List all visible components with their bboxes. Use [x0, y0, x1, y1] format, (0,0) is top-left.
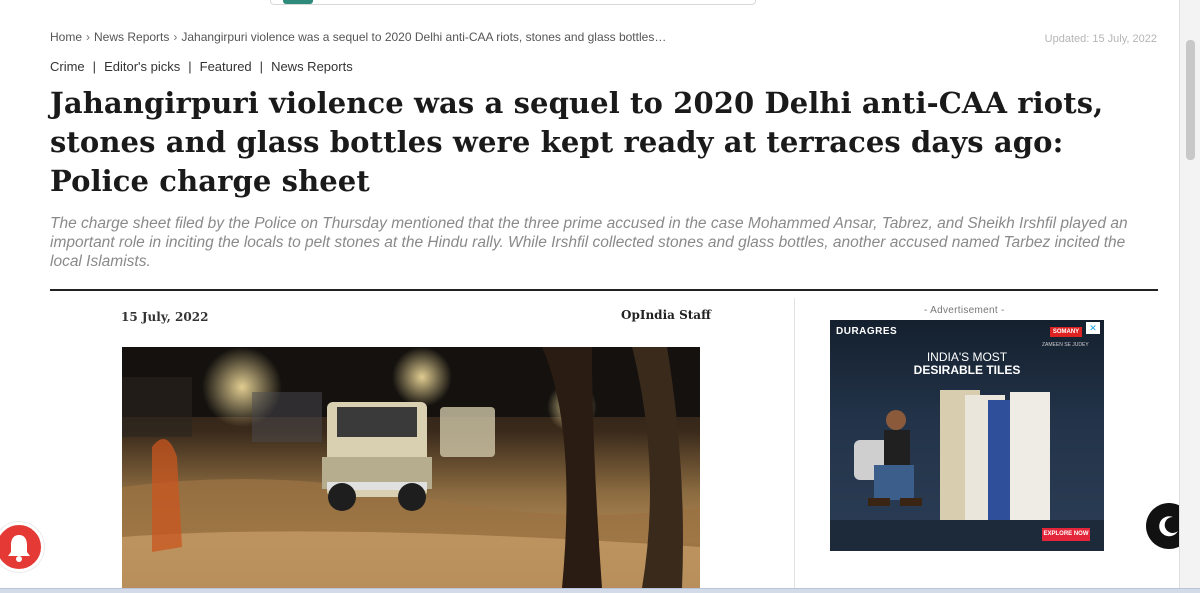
night-street-scene: [122, 347, 700, 588]
header-divider: [50, 289, 1158, 291]
article-headline: Jahangirpuri violence was a sequel to 2020 Delhi anti-CAA riots, stones and glass bottles were kept ready at terraces days ago: Police charge sheet: [50, 86, 1104, 198]
ad-brand-somany: SOMANY: [1050, 327, 1082, 337]
article-summary: The charge sheet filed by the Police on Thursday mentioned that the three prime accused in the case Mohammed Ansar, Tabrez, and Sheikh Irshfil played an important role in inciting the locals to pelt stones at the Hindu rally. While Irshfil collected stones and glass bottles, another accused named Tarbez incited the local Islamists.: [50, 215, 1128, 270]
article-date: 15 July, 2022: [121, 310, 209, 324]
category-crime[interactable]: Crime: [50, 59, 85, 74]
sidebar-divider: [794, 298, 795, 588]
article-author[interactable]: OpIndia Staff: [621, 308, 711, 322]
ad-tagline-line1: INDIA'S MOST: [926, 350, 1008, 364]
ad-close-icon[interactable]: ✕: [1086, 322, 1100, 334]
breadcrumb-separator: ›: [173, 30, 178, 44]
category-separator: |: [92, 59, 97, 74]
top-ad-thumb: [283, 0, 313, 4]
sidebar-advertisement[interactable]: [830, 320, 1104, 551]
breadcrumb-section[interactable]: News Reports: [94, 30, 170, 44]
ad-tagline-line2: DESIRABLE TILES: [913, 363, 1021, 377]
page-scrollbar[interactable]: [1179, 0, 1200, 588]
breadcrumb-separator: ›: [86, 30, 91, 44]
article-featured-image: [122, 347, 700, 588]
category-featured[interactable]: Featured: [199, 59, 252, 74]
category-editors-picks[interactable]: Editor's picks: [104, 59, 181, 74]
ad-brand-duragres: DURAGRES: [836, 326, 898, 337]
top-ad-strip: [270, 0, 756, 5]
breadcrumb: [50, 30, 666, 44]
category-separator: |: [188, 59, 192, 74]
bell-icon: [0, 525, 41, 569]
category-list: [50, 59, 353, 74]
breadcrumb-home[interactable]: Home: [50, 30, 83, 44]
ad-explore-button[interactable]: EXPLORE NOW: [1042, 528, 1090, 541]
category-separator: |: [259, 59, 264, 74]
category-news-reports[interactable]: News Reports: [271, 59, 353, 74]
advertisement-label: - Advertisement -: [924, 305, 1005, 316]
notification-bell-button[interactable]: [0, 522, 44, 572]
updated-date: Updated: 15 July, 2022: [1044, 33, 1157, 45]
breadcrumb-current: Jahangirpuri violence was a sequel to 2020 Delhi anti-CAA riots, stones and glass bottles…: [181, 30, 667, 44]
bottom-edge-bar: [0, 588, 1200, 593]
ad-brand-somany-sub: ZAMEEN SE JUDEY: [1042, 342, 1089, 348]
scrollbar-thumb[interactable]: [1186, 40, 1195, 160]
